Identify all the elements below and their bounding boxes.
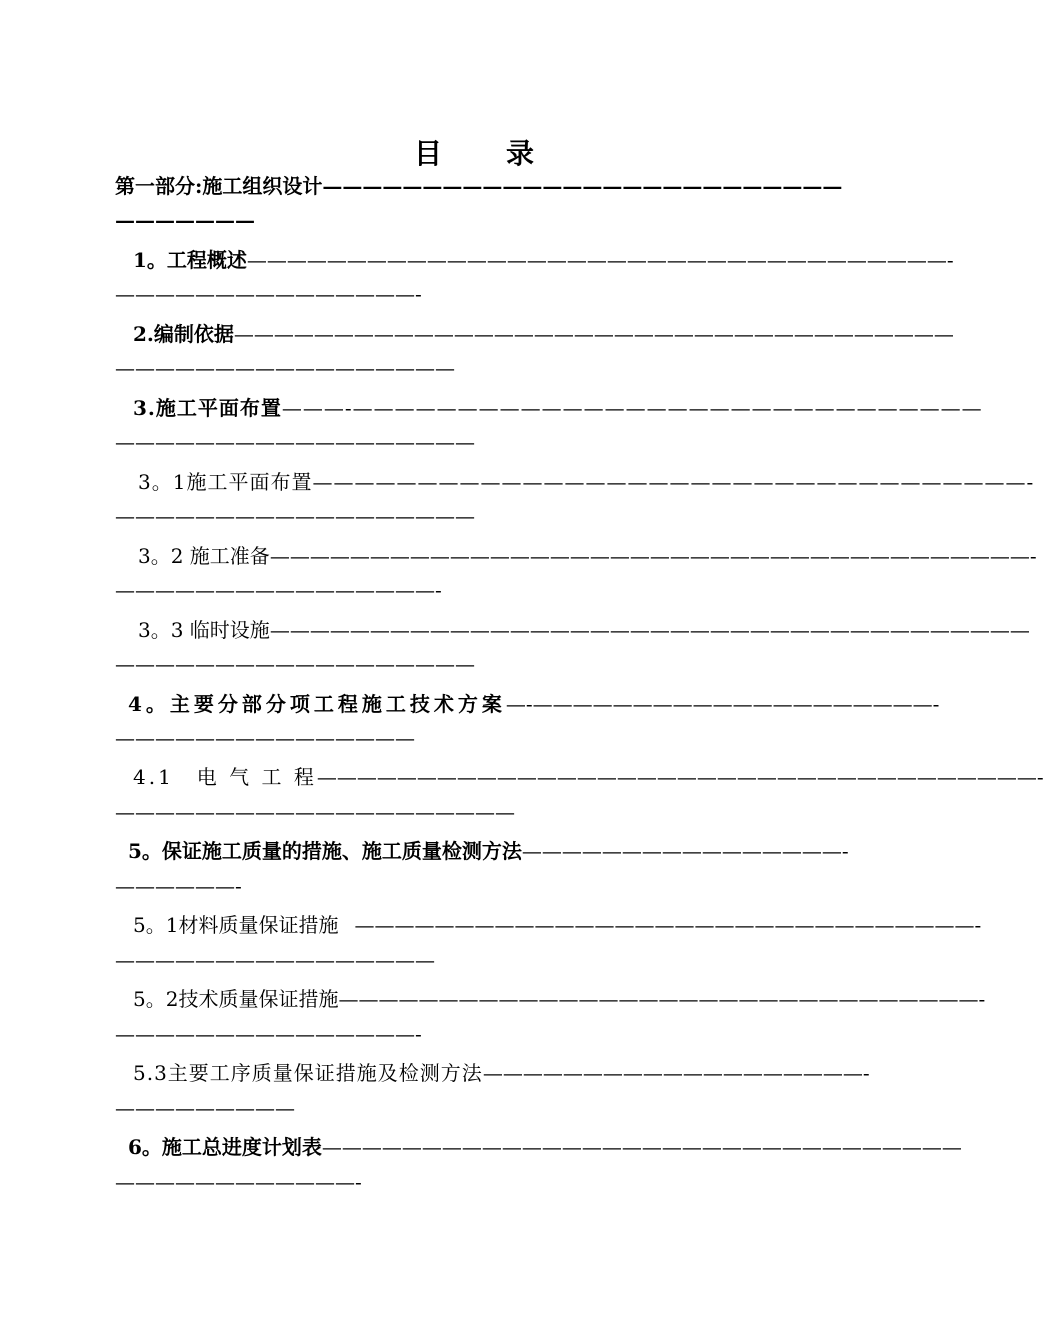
toc-entry-label: 6。施工总进度计划表 (128, 1135, 322, 1159)
toc-entry-label: 3。3 临时设施 (138, 618, 270, 642)
toc-leader: ———————————————————————————————————- (246, 248, 954, 272)
toc-leader-continuation: ———————————————- (115, 282, 422, 306)
toc-leader: —-————————————————————- (505, 692, 940, 716)
toc-leader-continuation: ———————————————————— (115, 800, 515, 824)
toc-leader: ———————————————————- (482, 1061, 870, 1085)
toc-entry-4-1[interactable] (133, 765, 1044, 789)
toc-entry-1[interactable] (133, 248, 954, 272)
toc-leader: ————————————————————————————————- (338, 987, 986, 1011)
toc-leader: ————————————————————————————————————- (316, 765, 1044, 789)
toc-entry-4[interactable] (128, 692, 940, 716)
toc-leader: ———————————————————————————————————— (233, 322, 954, 346)
toc-entry-label: 5。2技术质量保证措施 (133, 987, 339, 1011)
toc-entry-6[interactable] (128, 1135, 962, 1159)
toc-leader-continuation: ————————————————— (115, 356, 455, 380)
toc-entry-5-2[interactable] (133, 987, 986, 1011)
toc-leader: ——————————————————————————————————————- (269, 544, 1037, 568)
toc-entry-3[interactable] (133, 396, 983, 420)
toc-entry-part-one[interactable] (115, 174, 843, 198)
toc-leader-continuation: ——————— (115, 208, 255, 232)
toc-leader-continuation: —————————————————— (115, 430, 475, 454)
toc-entry-label: 4.1 电 气 工 程 (133, 765, 317, 789)
toc-leader: ————————————————- (521, 839, 849, 863)
toc-entry-label: 3。2 施工准备 (138, 544, 270, 568)
toc-entry-label: 5.3主要工序质量保证措施及检测方法 (133, 1061, 483, 1085)
toc-entry-5-3[interactable] (133, 1061, 870, 1085)
toc-entry-3-3[interactable] (138, 618, 1030, 642)
toc-leader: —————————————————————————————————————— (269, 618, 1030, 642)
toc-entry-2[interactable] (133, 322, 954, 346)
toc-leader: —————————————————————————— (322, 174, 843, 198)
toc-entry-label: 第一部分:施工组织设计 (115, 174, 323, 198)
toc-entry-label: 1。工程概述 (133, 248, 247, 272)
title-char-1: 目 (413, 137, 444, 170)
toc-leader: ———-—————————————————————————————— (281, 396, 983, 420)
toc-leader: ——————————————————————————————————- (312, 470, 1035, 494)
toc-entry-3-1[interactable] (138, 470, 1035, 494)
toc-entry-3-2[interactable] (138, 544, 1037, 568)
toc-leader-continuation: ————————————- (115, 1170, 362, 1194)
toc-leader-continuation: ——————————————— (115, 726, 415, 750)
toc-entry-5[interactable] (128, 839, 849, 863)
title-char-2: 录 (506, 137, 537, 170)
toc-leader: ———————————————————————————————- (354, 913, 982, 937)
toc-entry-label: 3。1施工平面布置 (138, 470, 313, 494)
toc-leader-continuation: ———————————————— (115, 948, 435, 972)
toc-entry-label: 5。1材料质量保证措施 (133, 913, 339, 937)
toc-entry-label: 5。保证施工质量的措施、施工质量检测方法 (128, 839, 522, 863)
toc-leader: ———————————————————————————————— (321, 1135, 962, 1159)
toc-leader-continuation: ————————————————- (115, 578, 442, 602)
toc-leader-continuation: —————————————————— (115, 504, 475, 528)
toc-entry-label: 3.施工平面布置 (133, 396, 282, 420)
toc-entry-label: 2.编制依据 (133, 322, 234, 346)
toc-leader-continuation: —————————————————— (115, 652, 475, 676)
toc-entry-label: 4。主要分部分项工程施工技术方案 (128, 692, 506, 716)
toc-entry-5-1[interactable] (133, 913, 982, 937)
toc-leader-continuation: ————————— (115, 1096, 295, 1120)
toc-leader-continuation: ———————————————- (115, 1022, 422, 1046)
toc-leader-continuation: ——————- (115, 874, 242, 898)
page-title (0, 132, 950, 172)
